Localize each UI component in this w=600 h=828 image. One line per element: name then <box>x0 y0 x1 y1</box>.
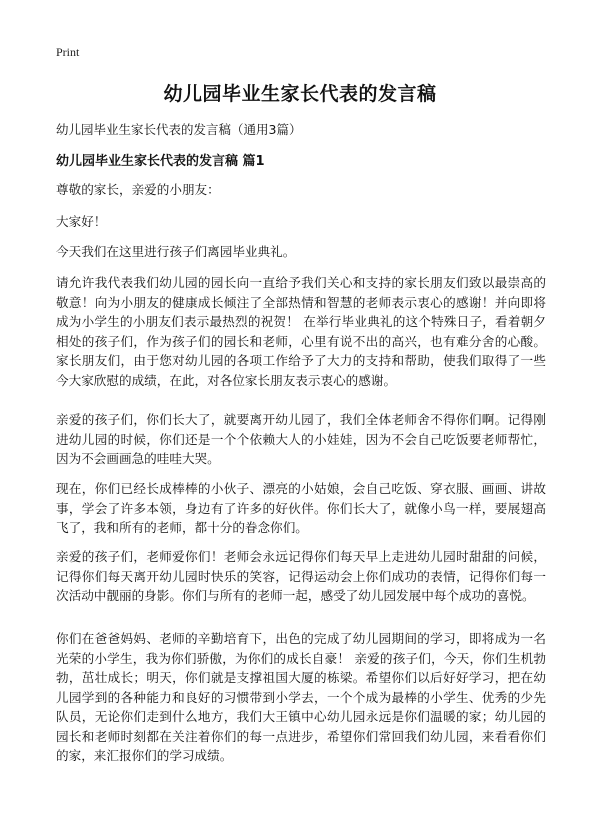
hello-paragraph: 大家好！ <box>56 214 107 229</box>
body-paragraph-2: 亲爱的孩子们，你们长大了，就要离开幼儿园了，我们全体老师舍不得你们啊。记得刚进幼儿园的时候，你们还是一个个依赖大人的小娃娃，因为不会自己吃饭要老师帮忙，因为不会画画急的哇哇大哭。 <box>56 412 546 466</box>
intro-paragraph: 今天我们在这里进行孩子们离园毕业典礼。 <box>56 244 296 259</box>
body-paragraph-4: 亲爱的孩子们，老师爱你们！老师会永远记得你们每天早上走进幼儿园时甜甜的问候，记得你们每天离开幼儿园时快乐的笑容，记得运动会上你们成功的表情，记得你们每一次活动中靓丽的身影。你们与所有的老师一起，感受了幼儿园发展中每个成功的喜悦。 <box>56 549 546 603</box>
print-link[interactable]: Print <box>56 45 80 59</box>
greeting-paragraph: 尊敬的家长，亲爱的小朋友： <box>56 182 220 197</box>
document-title: 幼儿园毕业生家长代表的发言稿 <box>163 83 437 105</box>
section-heading: 幼儿园毕业生家长代表的发言稿 篇1 <box>56 154 265 169</box>
body-paragraph-5: 你们在爸爸妈妈、老师的辛勤培育下，出色的完成了幼儿园期间的学习，即将成为一名光荣的小学生，我为你们骄傲，为你们的成长自豪！ 亲爱的孩子们，今天，你们生机勃勃，茁壮成长；明天，你们就是支撑祖国大厦的栋梁。希望你们以后好好学习，把在幼儿园学到的各种能力和良好的习惯带到小学去，一个个成为最棒的小学生、优秀的少先队员，无论你们走到什么地方，我们大王镇中心幼儿园永远是你们温暖的家；幼儿园的园长和老师时刻都在关注着你们的每一点进步，希望你们常回我们幼儿园，来看看你们的家，来汇报你们的学习成绩。 <box>56 631 546 763</box>
body-paragraph-3: 现在，你们已经长成棒棒的小伙子、漂亮的小姑娘，会自己吃饭、穿衣服、画画、讲故事，学会了许多本领，身边有了许多的好伙伴。你们长大了，就像小鸟一样，要展翅高飞了，我和所有的老师，都十分的眷念你们。 <box>56 481 546 535</box>
document-subtitle: 幼儿园毕业生家长代表的发言稿（通用3篇） <box>56 122 302 137</box>
body-paragraph-1: 请允许我代表我们幼儿园的园长向一直给予我们关心和支持的家长朋友们致以最崇高的敬意！向为小朋友的健康成长倾注了全部热情和智慧的老师表示衷心的感谢！并向即将成为小学生的小朋友们表示最热烈的祝贺！ 在举行毕业典礼的这个特殊日子，看着朝夕相处的孩子们，作为孩子们的园长和老师，心里有说不出的高兴，也有难分舍的心酸。家长朋友们，由于您对幼儿园的各项工作给予了大力的支持和帮助，使我们取得了一些今大家欣慰的成绩，在此，对各位家长朋友表示衷心的感谢。 <box>56 275 546 388</box>
